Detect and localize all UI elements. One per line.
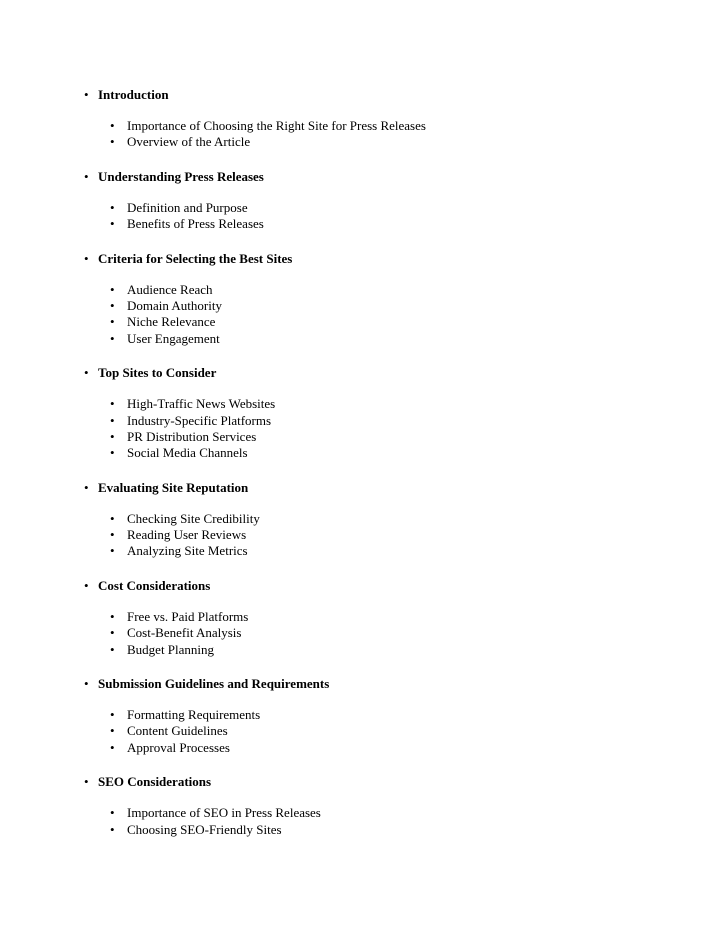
document-outline xyxy=(0,86,720,855)
section-heading-text: Introduction xyxy=(98,87,169,102)
section-subitems xyxy=(0,200,720,233)
section-heading xyxy=(0,577,720,594)
section-heading xyxy=(0,479,720,496)
list-item xyxy=(0,200,720,216)
outline-section xyxy=(0,479,720,560)
list-item-text: Analyzing Site Metrics xyxy=(127,543,248,559)
list-item-text: Cost-Benefit Analysis xyxy=(127,625,242,641)
section-heading-text: Cost Considerations xyxy=(98,577,211,593)
section-heading-text: SEO Considerations xyxy=(98,774,212,790)
list-item xyxy=(0,314,720,330)
section-subitems xyxy=(0,282,720,348)
section-heading xyxy=(0,86,720,103)
section-heading xyxy=(0,364,720,381)
list-item xyxy=(0,543,720,559)
section-subitems xyxy=(0,707,720,756)
section-subitems xyxy=(0,396,720,462)
list-item-text: Definition and Purpose xyxy=(127,199,248,215)
bullet-icon: • xyxy=(110,445,115,461)
bullet-icon: • xyxy=(84,577,89,593)
list-item-text: Reading User Reviews xyxy=(127,527,247,543)
list-item xyxy=(0,445,720,461)
bullet-icon: • xyxy=(110,428,115,444)
list-item-text: Importance of Choosing the Right Site for Press Releases xyxy=(127,118,426,133)
list-item xyxy=(0,282,720,298)
list-item-text: Audience Reach xyxy=(127,281,213,297)
bullet-icon: • xyxy=(110,396,115,412)
bullet-icon: • xyxy=(110,314,115,330)
list-item xyxy=(0,723,720,739)
bullet-icon: • xyxy=(110,118,115,133)
list-item-text: Budget Planning xyxy=(127,641,215,657)
list-item-text: Formatting Requirements xyxy=(127,707,261,723)
section-heading xyxy=(0,675,720,692)
list-item xyxy=(0,134,720,150)
bullet-icon: • xyxy=(84,87,89,102)
list-item xyxy=(0,118,720,134)
list-item xyxy=(0,609,720,625)
bullet-icon: • xyxy=(110,527,115,543)
section-subitems xyxy=(0,609,720,658)
bullet-icon: • xyxy=(110,543,115,559)
bullet-icon: • xyxy=(110,199,115,215)
bullet-icon: • xyxy=(110,412,115,428)
bullet-icon: • xyxy=(110,641,115,657)
list-item-text: Niche Relevance xyxy=(127,314,216,330)
section-heading-text: Submission Guidelines and Requirements xyxy=(98,676,330,692)
list-item-text: Overview of the Article xyxy=(127,134,251,150)
list-item-text: Importance of SEO in Press Releases xyxy=(127,805,321,821)
bullet-icon: • xyxy=(110,297,115,313)
outline-section xyxy=(0,364,720,462)
bullet-icon: • xyxy=(84,479,89,495)
section-heading xyxy=(0,250,720,267)
list-item xyxy=(0,642,720,658)
bullet-icon: • xyxy=(110,510,115,526)
bullet-icon: • xyxy=(84,250,89,266)
bullet-icon: • xyxy=(110,608,115,624)
list-item-text: High-Traffic News Websites xyxy=(127,396,276,412)
list-item-text: Industry-Specific Platforms xyxy=(127,412,272,428)
bullet-icon: • xyxy=(110,281,115,297)
list-item-text: Checking Site Credibility xyxy=(127,510,260,526)
list-item xyxy=(0,805,720,821)
list-item xyxy=(0,216,720,232)
list-item-text: Social Media Channels xyxy=(127,445,248,461)
outline-section xyxy=(0,250,720,348)
outline-section xyxy=(0,773,720,838)
list-item-text: Domain Authority xyxy=(127,297,222,313)
list-item xyxy=(0,298,720,314)
list-item-text: Free vs. Paid Platforms xyxy=(127,608,249,624)
list-item xyxy=(0,740,720,756)
bullet-icon: • xyxy=(84,168,89,184)
section-subitems xyxy=(0,805,720,838)
bullet-icon: • xyxy=(110,707,115,723)
section-heading-text: Top Sites to Consider xyxy=(98,365,217,381)
section-heading-text: Understanding Press Releases xyxy=(98,168,264,184)
list-item xyxy=(0,429,720,445)
bullet-icon: • xyxy=(84,774,89,790)
bullet-icon: • xyxy=(110,739,115,755)
list-item-text: Approval Processes xyxy=(127,739,230,755)
outline-section xyxy=(0,86,720,151)
bullet-icon: • xyxy=(110,625,115,641)
outline-section xyxy=(0,675,720,756)
bullet-icon: • xyxy=(110,723,115,739)
section-subitems xyxy=(0,511,720,560)
bullet-icon: • xyxy=(110,821,115,837)
section-heading xyxy=(0,773,720,790)
list-item xyxy=(0,413,720,429)
section-heading-text: Criteria for Selecting the Best Sites xyxy=(98,250,293,266)
list-item xyxy=(0,707,720,723)
list-item xyxy=(0,511,720,527)
bullet-icon: • xyxy=(110,216,115,232)
list-item xyxy=(0,822,720,838)
list-item-text: User Engagement xyxy=(127,330,220,346)
list-item-text: Benefits of Press Releases xyxy=(127,216,264,232)
section-heading xyxy=(0,168,720,185)
bullet-icon: • xyxy=(84,676,89,692)
outline-section xyxy=(0,577,720,658)
list-item-text: Choosing SEO-Friendly Sites xyxy=(127,821,282,837)
bullet-icon: • xyxy=(110,330,115,346)
list-item-text: Content Guidelines xyxy=(127,723,228,739)
list-item xyxy=(0,396,720,412)
section-heading-text: Evaluating Site Reputation xyxy=(98,479,249,495)
list-item-text: PR Distribution Services xyxy=(127,428,257,444)
list-item xyxy=(0,527,720,543)
bullet-icon: • xyxy=(84,365,89,381)
bullet-icon: • xyxy=(110,134,115,150)
section-subitems xyxy=(0,118,720,151)
bullet-icon: • xyxy=(110,805,115,821)
list-item xyxy=(0,625,720,641)
list-item xyxy=(0,331,720,347)
outline-section xyxy=(0,168,720,233)
